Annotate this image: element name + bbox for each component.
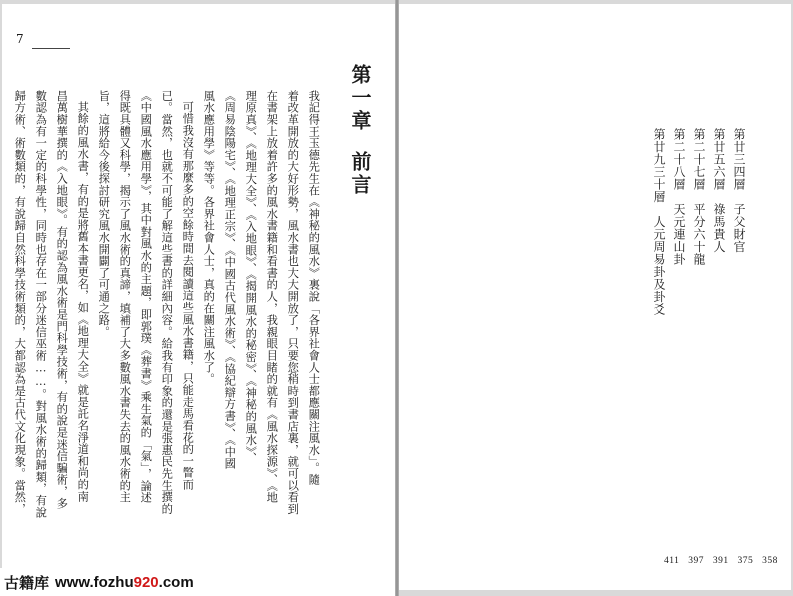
watermark-site-name: 古籍库 xyxy=(4,574,50,592)
toc-entry: 第廿九三十層 人元周易卦及卦爻 xyxy=(652,128,666,316)
body-column: 風水應用學》等等。各界社會人士，真的在關注風水了。 xyxy=(202,90,216,385)
toc-entry: 第二十八層 天元連山卦 xyxy=(672,128,686,266)
body-column: 昌萬樹華撰的《入地眼》。有的認為風水術是門科學技術，有的說是迷信騙術，多 xyxy=(55,90,69,510)
body-column: 旨，這將給今後探討研究風水開闢了可通之路。 xyxy=(97,90,111,338)
body-column: 我記得王玉德先生在《神秘的風水》裏說「各界社會人士都應關注風水」。隨 xyxy=(307,90,321,486)
body-column: 在書架上放着許多的風水書籍和看書的人，我親眼目睹的就有《風水探源》、《地 xyxy=(265,90,279,504)
toc-page-numbers xyxy=(664,556,778,566)
body-column: 理原真》、《地理大全》、《入地眼》、《揭開風水的秘密》、《神秘的風水》、 xyxy=(244,90,258,464)
toc-page-number: 375 xyxy=(737,556,754,566)
body-column: 着改革開放的大好形勢，風水書也大大開放了，只要您稍時到書店裏，就可以看到 xyxy=(286,90,300,515)
body-column: 得既具體又科學，揭示了風水術的真諦，填補了大多數風水書失去的風水術的主 xyxy=(118,90,132,503)
right-page xyxy=(399,4,791,590)
toc-entry: 第二十七層 平分六十龍 xyxy=(692,128,706,266)
body-column: 《周易陰陽宅》、《地理正宗》、《中國古代風水術》、《協紀辯方書》、《中國 xyxy=(223,90,237,470)
watermark-url-accent: 920 xyxy=(133,573,159,591)
toc-page-number: 397 xyxy=(688,556,705,566)
page-number-rule xyxy=(32,48,70,49)
body-column: 已。當然，也就不可能了解這些書的詳細內容。給我有印象的還是張惠民先生撰的 xyxy=(160,90,174,515)
site-watermark xyxy=(0,568,395,596)
body-column: 《中國風水應用學》，其中對風水的主題，即郭璞《葬書》乘生氣的「氣」，論述 xyxy=(139,90,153,504)
body-column: 其餘的風水書，有的是將舊本書更名，如《地理大全》就是託名淨道和尚的南 xyxy=(76,101,90,503)
body-column: 數認為有一定的科學性，同時也存在一部分迷信巫術……。對風水術的歸類，有說 xyxy=(34,90,48,519)
toc-page-number: 391 xyxy=(712,556,729,566)
toc-entry: 第廿三四層 子父財官 xyxy=(732,128,746,253)
toc-page-number: 358 xyxy=(762,556,778,566)
watermark-url-prefix: www.fozhu xyxy=(55,573,134,591)
chapter-name: 前言 xyxy=(348,151,372,197)
body-column: 歸方術、術數類的，有說歸自然科學技術類的，大都認為是古代文化現象。當然， xyxy=(13,90,27,515)
chapter-title xyxy=(346,64,375,197)
toc-page-number: 411 xyxy=(664,556,680,566)
watermark-url-suffix: .com xyxy=(158,573,194,591)
chapter-number: 第一章 xyxy=(348,64,372,133)
watermark-url xyxy=(55,574,194,591)
toc-entry: 第廿五六層 祿馬貴人 xyxy=(712,128,726,253)
body-column: 可惜我沒有那麼多的空餘時間去閱讀這些風水書籍，只能走馬看花的一瞥而 xyxy=(181,101,195,491)
left-page xyxy=(2,4,395,590)
page-number: 7 xyxy=(16,32,24,46)
